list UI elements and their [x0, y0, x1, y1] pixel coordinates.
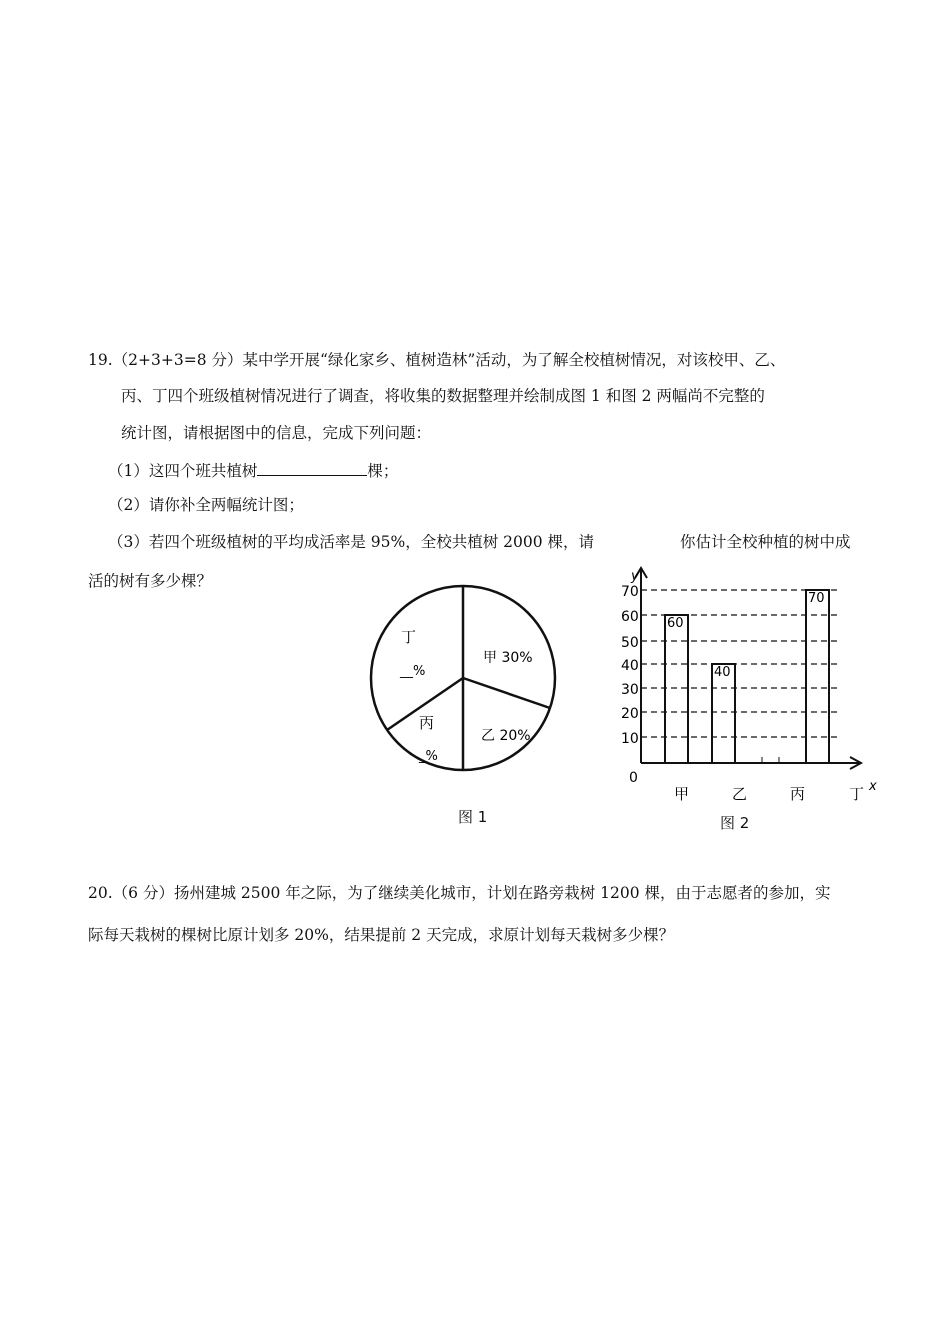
x-axis-label: x — [869, 779, 877, 794]
pie-label-yi: 乙 20% — [481, 728, 531, 744]
y-tick-label-60: 60 — [621, 609, 639, 625]
q19-sub-3-line-2: 活的树有多少棵？ — [88, 572, 213, 590]
y-tick-label-30: 30 — [621, 682, 639, 698]
q19-sub-3-part2: 你估计全校种植的树中成 — [680, 533, 851, 551]
bar-value-label-0: 60 — [667, 616, 684, 631]
category-label-2: 丙 — [790, 785, 806, 803]
q19-sub-2: （2）请你补全两幅统计图； — [108, 496, 304, 514]
category-label-0: 甲 — [674, 785, 690, 803]
figure-2-caption: 图 2 — [720, 814, 750, 832]
bar-chart-figure-2 — [605, 560, 890, 805]
y-tick-label-50: 50 — [621, 635, 639, 651]
origin-label: 0 — [629, 770, 638, 786]
answer-blank — [257, 459, 367, 476]
category-label-3: 丁 — [849, 785, 865, 803]
y-tick-label-40: 40 — [621, 658, 639, 674]
category-labels — [674, 785, 864, 803]
bar-0 — [665, 615, 688, 763]
q19-sub-1-unit: 棵； — [367, 462, 399, 480]
q19-sub-1 — [108, 459, 398, 481]
category-label-1: 乙 — [732, 785, 748, 803]
pie-chart-figure-1 — [365, 580, 565, 780]
pie-label-ding: 丁 — [401, 628, 417, 646]
q19-sub-3-part1: （3）若四个班级植树的平均成活率是 95%，全校共植树 2000 棵，请 — [108, 533, 595, 551]
figure-1-caption: 图 1 — [458, 808, 488, 826]
pie-divider-right — [463, 678, 550, 708]
y-axis-label: y — [631, 569, 639, 584]
bar-value-label-1: 40 — [714, 665, 731, 680]
pie-label-bing: 丙 — [419, 714, 435, 732]
pie-label-bing-pct: _% — [419, 749, 438, 764]
q20-line-2: 际每天栽树的棵树比原计划多 20%，结果提前 2 天完成，求原计划每天栽树多少棵？ — [88, 926, 675, 944]
y-tick-label-20: 20 — [621, 706, 639, 722]
y-tick-label-10: 10 — [621, 731, 639, 747]
q19-line-1: 19.（2+3+3=8 分）某中学开展“绿化家乡、植树造林”活动，为了解全校植树情况，对该校甲、乙、 — [88, 351, 786, 369]
grid-lines — [641, 590, 837, 737]
q20-line-1: 20.（6 分）扬州建城 2500 年之际，为了继续美化城市，计划在路旁栽树 1200 棵，由于志愿者的参加，实 — [88, 884, 831, 902]
pie-label-ding-pct: __% — [400, 664, 426, 679]
y-tick-labels — [621, 584, 639, 747]
q19-sub-1-text: （1）这四个班共植树 — [108, 462, 258, 480]
pie-label-jia: 甲 30% — [483, 650, 533, 666]
q19-line-2: 丙、丁四个班级植树情况进行了调查，将收集的数据整理并绘制成图 1 和图 2 两幅尚不完整的 — [121, 387, 765, 405]
y-tick-label-70: 70 — [621, 584, 639, 600]
q19-line-3: 统计图，请根据图中的信息，完成下列问题： — [121, 424, 432, 442]
bar-value-label-3: 70 — [808, 591, 825, 606]
